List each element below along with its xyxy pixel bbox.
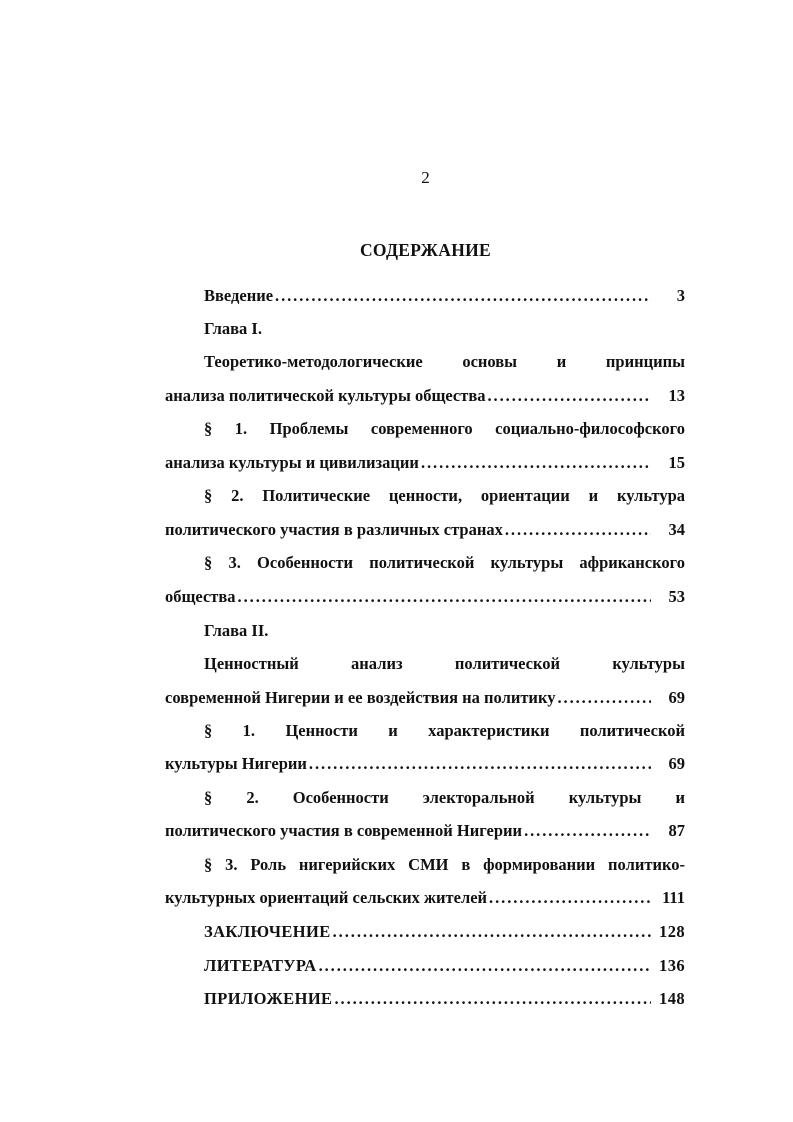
toc-entry-line: § 1. Ценности и характеристики политической xyxy=(204,721,685,740)
toc-entry-label: культуры Нигерии xyxy=(165,754,307,773)
toc-entry-label: анализа политической культуры общества xyxy=(165,386,486,405)
dot-leader xyxy=(334,987,651,1011)
dot-leader xyxy=(488,384,652,408)
toc-page-number: 34 xyxy=(668,520,685,539)
toc-entry-chapter-1[interactable] xyxy=(165,384,685,408)
page-number: 2 xyxy=(421,168,430,187)
toc-entry-label: анализа культуры и цивилизации xyxy=(165,453,419,472)
page-title: СОДЕРЖАНИЕ xyxy=(359,240,491,260)
toc-entry-line: § 3. Роль нигерийских СМИ в формировании политико- xyxy=(204,855,685,874)
toc-entry-label: Введение xyxy=(204,286,274,305)
toc-entry-line: § 2. Политические ценности, ориентации и культура xyxy=(204,486,685,505)
toc-page-number: 69 xyxy=(668,754,685,773)
toc-page-number: 136 xyxy=(659,956,685,975)
toc-page-number: 87 xyxy=(668,821,685,840)
toc-entry-ch1-s2[interactable] xyxy=(165,518,685,542)
toc-entry-line: Ценностный анализ политической культуры xyxy=(204,654,685,673)
dot-leader xyxy=(505,518,651,542)
dot-leader xyxy=(421,451,651,475)
toc-page-number: 13 xyxy=(668,386,685,405)
toc-entry-chapter-2[interactable] xyxy=(165,686,685,710)
toc-entry-conclusion[interactable] xyxy=(204,920,685,944)
dot-leader xyxy=(333,920,651,944)
chapter-heading: Глава I. xyxy=(204,319,262,338)
toc-page-number: 53 xyxy=(668,587,685,606)
dot-leader xyxy=(557,686,651,710)
toc-entry-label: общества xyxy=(165,587,236,606)
dot-leader xyxy=(238,585,651,609)
toc-entry-intro[interactable] xyxy=(204,284,685,308)
toc-entry-line: Теоретико-методологические основы и принципы xyxy=(204,352,685,371)
toc-page-number: 15 xyxy=(668,453,685,472)
dot-leader xyxy=(524,819,651,843)
toc-entry-line: § 3. Особенности политической культуры африканского xyxy=(204,553,685,572)
toc-entry-label: ПРИЛОЖЕНИЕ xyxy=(204,989,333,1008)
dot-leader xyxy=(275,284,651,308)
toc-entry-ch2-s3[interactable] xyxy=(165,886,685,910)
toc-entry-label: ЗАКЛЮЧЕНИЕ xyxy=(204,922,331,941)
toc-page-number: 148 xyxy=(659,989,685,1008)
toc-entry-label: ЛИТЕРАТУРА xyxy=(204,956,317,975)
toc-entry-literature[interactable] xyxy=(204,954,685,978)
toc-entry-ch1-s3[interactable] xyxy=(165,585,685,609)
toc-entry-appendix[interactable] xyxy=(204,987,685,1011)
toc-page-number: 111 xyxy=(662,888,685,907)
toc-entry-label: современной Нигерии и ее воздействия на политику xyxy=(165,688,556,707)
chapter-heading: Глава II. xyxy=(204,621,269,640)
dot-leader xyxy=(309,752,651,776)
toc-entry-ch2-s1[interactable] xyxy=(165,752,685,776)
toc-entry-label: политического участия в различных странах xyxy=(165,520,503,539)
toc-page-number: 128 xyxy=(659,922,685,941)
toc-entry-line: § 2. Особенности электоральной культуры и xyxy=(204,788,685,807)
toc-entry-label: политического участия в современной Нигерии xyxy=(165,821,523,840)
toc-entry-ch2-s2[interactable] xyxy=(165,819,685,843)
toc-page-number: 3 xyxy=(676,286,685,305)
toc-entry-ch1-s1[interactable] xyxy=(165,451,685,475)
dot-leader xyxy=(319,954,651,978)
dot-leader xyxy=(489,886,651,910)
toc-entry-line: § 1. Проблемы современного социально-философского xyxy=(204,419,685,438)
toc-page-number: 69 xyxy=(668,688,685,707)
toc-entry-label: культурных ориентаций сельских жителей xyxy=(165,888,488,907)
